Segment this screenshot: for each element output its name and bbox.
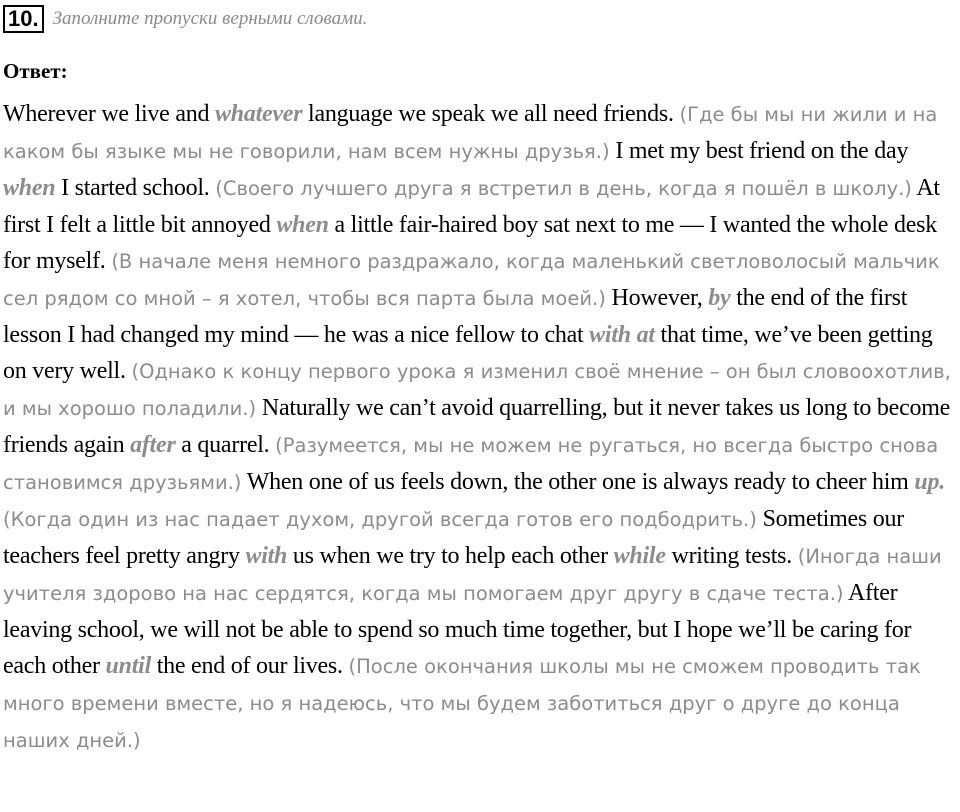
english-sentence: When one of us feels down, the other one is always ready to cheer him	[241, 469, 915, 495]
english-sentence: However,	[605, 285, 709, 311]
filled-word: with	[245, 543, 288, 569]
answer-text	[3, 96, 958, 759]
russian-translation: (Разумеется, мы не можем не ругаться, но всегда быстро снова становимся друзьями.)	[3, 434, 939, 494]
english-sentence: a quarrel.	[175, 432, 276, 458]
filled-word: when	[276, 212, 329, 238]
task-header	[3, 4, 960, 34]
english-sentence: the end of the first lesson I had changed my mind — he was a nice fellow to chat	[3, 285, 908, 348]
filled-word: when	[3, 175, 56, 201]
russian-translation: (Однако к концу первого урока я изменил своё мнение – он был словоохотлив, и мы хорошо поладили.)	[3, 360, 951, 420]
english-sentence: that time, we’ve been getting on very well.	[3, 322, 933, 384]
russian-translation: (Когда один из нас падает духом, другой всегда готов его подбодрить.)	[3, 508, 757, 531]
russian-translation: (В начале меня немного раздражало, когда маленький светловолосый мальчик сел рядом со мной – я хотел, чтобы вся парта была моей.)	[3, 250, 940, 310]
russian-translation: (Своего лучшего друга я встретил в день, когда я пошёл в школу.)	[215, 177, 912, 200]
english-sentence: a little fair-haired boy sat next to me — I wanted the whole desk for myself.	[3, 212, 937, 274]
english-sentence: Wherever we live and	[3, 101, 215, 127]
russian-translation: (После окончания школы мы не сможем проводить так много времени вместе, но я надеюсь, что мы будем заботиться друг о друге до конца наших дней.)	[3, 655, 921, 752]
task-number: 10.	[3, 5, 44, 33]
filled-word: while	[613, 543, 666, 569]
filled-word: whatever	[214, 101, 303, 127]
filled-word: by	[708, 285, 731, 311]
english-sentence: Naturally we can’t avoid quarrelling, but it never takes us long to become friends again	[3, 395, 951, 458]
english-sentence: At first I felt a little bit annoyed	[3, 175, 940, 238]
english-sentence: writing tests.	[665, 543, 798, 569]
english-sentence: language we speak we all need friends.	[302, 101, 680, 127]
russian-translation: (Где бы мы ни жили и на каком бы языке мы не говорили, нам всем нужны друзья.)	[3, 103, 938, 163]
filled-word: with at	[589, 322, 655, 348]
task-instruction: Заполните пропуски верными словами.	[52, 8, 368, 29]
english-sentence: I started school.	[55, 175, 216, 201]
english-sentence: Sometimes our teachers feel pretty angry	[3, 506, 904, 569]
filled-word: up.	[914, 469, 945, 495]
russian-translation: (Иногда наши учителя здорово на нас сердятся, когда мы помогаем друг другу в сдаче теста.)	[3, 545, 942, 605]
filled-word: after	[130, 432, 176, 458]
filled-word: until	[105, 653, 151, 679]
english-sentence: I met my best friend on the day	[609, 138, 909, 164]
english-sentence: After leaving school, we will not be able to spend so much time together, but I hope we’ll be caring for each other	[3, 580, 912, 679]
english-sentence: the end of our lives.	[150, 653, 349, 679]
english-sentence: us when we try to help each other	[287, 543, 614, 569]
answer-label: Ответ:	[3, 59, 68, 83]
